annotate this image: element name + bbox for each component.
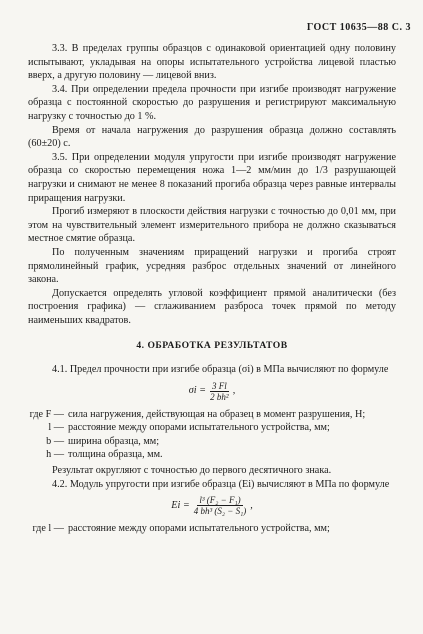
- section-title: 4. ОБРАБОТКА РЕЗУЛЬТАТОВ: [136, 340, 288, 352]
- formula-modulus: [28, 495, 396, 516]
- formula-strength-numerator: 3 Fl: [211, 380, 227, 391]
- definition-row: [28, 448, 396, 462]
- paragraph-rounding: Результат округляют с точностью до первого десятичного знака.: [52, 465, 332, 477]
- paragraph-3-4: 3.4. При определении предела прочности при изгибе производят нагружение образца с постоянной скоростью до разрушения и регистрируют максимальную нагрузку с точностью до 1 %.: [28, 83, 396, 122]
- definition-text: сила нагружения, действующая на образец в момент разрушения, Н;: [68, 408, 366, 420]
- definition-row: [28, 421, 396, 435]
- formula-strength: [28, 381, 396, 402]
- paragraph-4-2: 4.2. Модуль упругости при изгибе образца (Ei) вычисляют в МПа по формуле: [52, 478, 390, 490]
- paragraph-deflection: Прогиб измеряют в плоскости действия нагрузки с точностью до 0,01 мм, при этом на чувствительный элемент измерительного прибора не должно сказываться местное смятие образца.: [28, 206, 396, 245]
- definition-text: расстояние между опорами испытательного устройства, мм;: [68, 523, 330, 535]
- definition-text: толщина образца, мм.: [68, 449, 163, 461]
- definitions-modulus: [28, 522, 396, 536]
- body-text: [28, 42, 396, 538]
- definition-text: расстояние между опорами испытательного устройства, мм;: [68, 422, 330, 434]
- formula-modulus-denominator: 4 bh³ (S₂ − S₁): [193, 506, 247, 517]
- formula-modulus-lhs: Ei =: [171, 499, 190, 511]
- paragraph-time: Время от начала нагружения до разрушения образца должно составлять (60±20) с.: [28, 124, 396, 150]
- definition-symbol: где F —: [29, 408, 64, 420]
- definition-symbol: b —: [46, 435, 64, 447]
- definition-symbol: l —: [48, 422, 64, 434]
- formula-modulus-numerator: l³ (F₂ − F₁): [199, 495, 241, 506]
- formula-modulus-fraction: [194, 495, 247, 516]
- definitions-strength: [28, 408, 396, 462]
- paragraph-3-3: 3.3. В пределах группы образцов с одинаковой ориентацией одну половину испытывают, укладывая на опоры испытательного устройства лицевой пластью вверх, а другую половину — лицевой вниз.: [28, 43, 396, 82]
- page-header: ГОСТ 10635—88 С. 3: [306, 22, 411, 33]
- formula-strength-fraction: [210, 381, 229, 402]
- definition-symbol: где l —: [32, 523, 64, 535]
- definition-row: [28, 522, 396, 536]
- paragraph-4-1: 4.1. Предел прочности при изгибе образца (σi) в МПа вычисляют по формуле: [52, 364, 389, 376]
- definition-symbol: h —: [46, 449, 64, 461]
- definition-row: [28, 435, 396, 449]
- paragraph-3-5: 3.5. При определении модуля упругости при изгибе производят нагружение образца со скоростью перемещения ножа 1—2 мм/мин до 1/3 разрушающей нагрузки и снимают не менее 8 показаний прогиба образца через равные интервалы приращения нагрузки.: [28, 151, 396, 204]
- definition-text: ширина образца, мм;: [68, 435, 160, 447]
- paragraph-graph: По полученным значениям приращений нагрузки и прогиба строят прямолинейный график, усредняя разброс отдельных значений от линейного закона.: [28, 246, 396, 286]
- formula-strength-lhs: σi =: [188, 385, 206, 397]
- formula-modulus-tail: ,: [250, 499, 253, 511]
- paragraph-least-squares: Допускается определять угловой коэффициент прямой аналитически (без построения графика) — сглаживанием разброса точек прямой по методу наименьших квадратов.: [28, 287, 396, 326]
- formula-strength-tail: ,: [232, 385, 236, 397]
- formula-strength-denominator: 2 bh²: [210, 391, 229, 402]
- definition-row: [28, 408, 396, 422]
